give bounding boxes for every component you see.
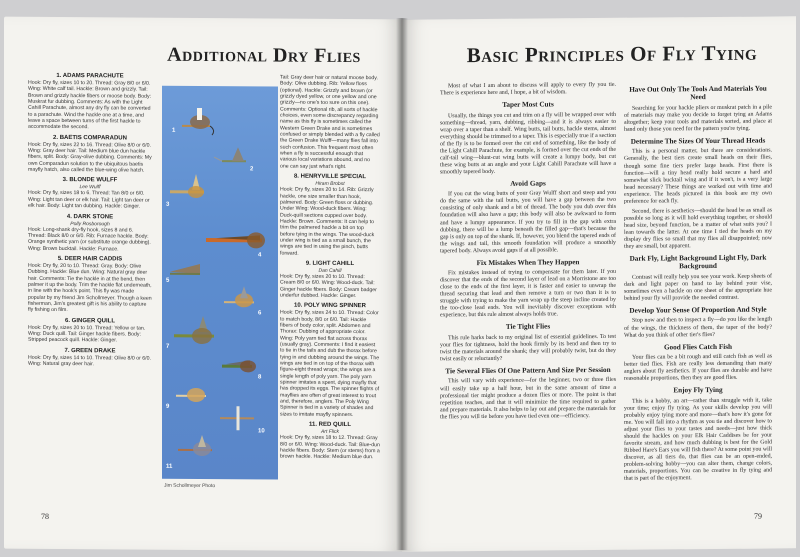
photo-number: 3 (166, 201, 170, 208)
photo-number: 9 (166, 403, 170, 410)
recipe-title: 7. GREEN DRAKE (64, 347, 116, 355)
article-column-1 (440, 82, 616, 424)
recipe-title: 9. LIGHT CAHILL (305, 260, 355, 267)
fly-henryville-special (222, 360, 256, 372)
fly-adams-parachute (182, 108, 214, 135)
recipe-title: 4. DARK STONE (66, 213, 114, 220)
paragraph: Your flies can be a bit rough and still catch fish as well as better tied flies. Fish are really less demanding than many anglers about fly aesthetics. If your flies are durable and have reasonable proportions, then they are good flies. (624, 353, 772, 382)
fly-recipe (28, 73, 152, 132)
recipe-originator: Lee Wulff (79, 184, 101, 191)
photo-number: 2 (250, 166, 254, 173)
recipe-text: Hook: Dry fly, sizes 10 to 20. Thread: Gray 8/0 or 6/0. Wing: White calf tail. Hackle: Brown and grizzly. Tail: Brown and grizzly hackle fibers or moose body. Body: Muskrat fur dubbing. Comments: As with the Light Cahill Parachute, almost any dry fly can be converted to a parachute. Wind the hackle one at a time, and leave a space between turns of the first hackle to accommodate the second. (28, 79, 152, 131)
recipe-title: 1. ADAMS PARACHUTE (56, 72, 124, 80)
recipe-title: 10. POLY WING SPINNER (293, 302, 367, 310)
fly-deer-hair-caddis (170, 264, 200, 274)
recipe-text: Hook: Dry fly, sizes 20 to 10. Thread: Yellow or tan. Wing: Duck quill. Tail: Ginger hackle fibers. Body: Stripped peacock quill. Hackle: Ginger. (28, 324, 146, 344)
open-book (4, 18, 796, 550)
fly-ginger-quill (224, 286, 254, 307)
fly-photo-plate (162, 86, 278, 480)
fly-green-drake (174, 316, 214, 344)
photo-number: 5 (166, 277, 170, 284)
fly-recipe (28, 177, 152, 210)
article-column-2 (624, 80, 772, 485)
photo-number: 4 (258, 252, 262, 259)
photo-number: 11 (166, 463, 173, 470)
recipe-title: 6. GINGER QUILL (64, 317, 115, 325)
paragraph: This will vary with experience—for the beginner, two or three flies will easily take up a half hour, but in the same amount of time a professional tier might produce a dozen flies or more. The point is that repetition teaches, and that it will minimize the time required to gather and prepare materials. It also helps to lay out and prepare the materials for the flies you will tie before you have tied even one—efficiency. (440, 377, 616, 421)
photo-number: 1 (172, 127, 176, 134)
section-heading: Good Flies Catch Fish (663, 342, 733, 352)
paragraph: Searching for your hackle pliers or muskrat patch in a pile of materials may make you decide to forget tying an Adams altogether; keep your tools and materials sorted, and place at hand only those you need for the pattern you're tying. (624, 104, 772, 133)
paragraph: This rule harks back to my original list of essential guidelines. To test your flies for tightness, hold the hook firmly by its bend and then try to twist the materials around the shank; they will probably twist, but do they twist easily or reluctantly? (440, 333, 616, 363)
fly-dark-stone (206, 232, 265, 248)
recipe-text: Hook: Dry fly, sizes 14 to 10. Thread: Olive 8/0 or 6/0. Wing: Natural gray deer hair. (28, 354, 151, 368)
page-number-left: 78 (41, 511, 49, 521)
section-heading: Fix Mistakes When They Happen (476, 257, 580, 267)
paragraph: Contrast will really help you see your work. Keep sheets of dark and light paper on hand to lay behind your vise, sometimes even a hackle on one sheet of the appropriate hue behind your fly will provide the needed contrast. (624, 273, 772, 302)
fly-red-quill (178, 435, 212, 456)
recipe-text: Hook: Dry fly, 20 to 10. Thread: Gray. Body: Olive Dubbing. Hackle: Blue dun. Wing: Natural gray deer hair. Comments: Tie the hackle in at the bend, then palmer it up the body. Trim the hackle flat underneath, in line with the hook's point. This fly was made popular by my friend Jim Schollmeyer. Though a keen fisherman, Jim's greatest gift is his ability to capture fly fishing on film. (28, 262, 152, 314)
fly-recipe (280, 260, 380, 299)
left-page-title: Additional Dry Flies (167, 43, 361, 68)
section-heading: Taper Most Cuts (502, 100, 554, 109)
recipe-originator: Dan Cahill (318, 267, 342, 274)
book-gutter (396, 18, 408, 550)
recipe-title: 3. BLONDE WULFF (62, 177, 118, 184)
recipe-text: Hook: Dry fly, sizes 24 to 10. Thread: Color to match body, 8/0 or 6/0. Tail: Hackle fibers of body color, split. Abdomen and Thorax: Dubbing of appropriate color. Wing: Poly yarn tied flat across thorax (usually gray). Comments: I find it easiest to tie in the tails and dub the thorax before tying in and dubbing around the wings. The wings are tied in on top of the thorax with figure-eight thread wraps; the wings are a single length of poly yarn. The poly yarn spinner imitates a spent, dying mayfly that has dropped its eggs. The spinner flights of mayflies are often of great interest to trout and, therefore, anglers. The Poly Wing Spinner is tied in a variety of shades and sizes to imitate mayfly spinners. (280, 309, 380, 418)
right-page-title: Basic Principles Of Fly Tying (466, 40, 758, 68)
section-heading: Avoid Gaps (510, 179, 546, 188)
recipe-text: Hook: Dry fly, sizes 20 to 14. Rib: Grizzly hackle, one size smaller than hook, palmered. Body: Green floss or dubbing. Under Wing: Wood-duck fibers. Wing: Duck-quill sections cupped over body. Hackle: Brown. Comments: It can help to trim the palmered hackle a bit on top before tying in the wings. The wood-duck under wing is tied as a small bunch, the wings are tied in using the pinch, butts forward. (280, 186, 375, 257)
left-page (4, 17, 402, 552)
fly-recipe (28, 256, 152, 315)
right-page (402, 16, 796, 551)
section-heading: Determine The Sizes Of Your Thread Heads (630, 136, 766, 146)
section-heading: Tie Several Flies Of One Pattern And Size Per Session (445, 365, 611, 376)
fly-poly-wing-spinner (220, 406, 254, 430)
section-heading: Dark Fly, Light Background Light Fly, Dark Background (629, 253, 767, 271)
recipe-text: Tail: Gray deer hair or natural moose body. Body: Olive dubbing. Rib: Yellow floss (optional). Hackle: Grizzly and brown (or grizzly dyed yellow, or one yellow and one grizzly—no one's too sure on this one). Comments: Optional rib, all sorts of hackle choices, even some discrepancy regarding name as this fly is sometimes called the Western Green Drake and is sometimes confused or simply blended with a fly called the Green Drake Wulff—many flies fall into such confusion. This frequent most often when a fly is successful enough that various local variations abound, and no one can say just what's right. (280, 74, 380, 170)
recipe-originator: Art Flick (320, 428, 340, 436)
photo-credit: Jim Schollmeyer Photo (164, 482, 216, 490)
photo-number: 7 (166, 343, 170, 350)
photo-number: 10 (258, 428, 265, 435)
recipe-title: 5. DEER HAIR CADDIS (57, 255, 123, 263)
recipe-text: Hook: Dry fly, sizes 22 to 16. Thread: Olive 8/0 or 6/0. Wing: Gray deer hair. Tail: Medium blue dun hackle fibers, split. Body: Gray-olive dubbing. Comments: My own Comparadun solution to the ubiquitous baetis mayfly hatch, also called the blue-wing olive hatch. (28, 141, 152, 174)
left-column-recipes (28, 73, 152, 372)
fly-blonde-wulff (170, 174, 204, 198)
recipe-text: Hook: Dry fly, sizes 18 to 6. Thread: Tan 8/0 or 6/0. Wing: Light tan deer or elk hair. Tail: Light tan deer or elk hair. Body: Light tan dubbing. Hackle: Ginger. (28, 190, 150, 210)
recipe-originator: Polly Rosborough (70, 220, 110, 227)
paragraph: Stop now and then to inspect a fly—do you like the length of the wings, the thickness of them, the taper of the body? What do you think of other tier's flies? (624, 316, 772, 339)
paragraph: This is a personal matter, but there are considerations. Generally, the best tiers create small heads on their flies, though some fine tiers prefer large heads. First there is function—will a tiny head really hold secure a hard and somewhat slick bucktail wing and if it won't, is a very large head necessary? These things are worked out with time and experience. The heads pictured in this book are my own preference for each fly. (624, 147, 772, 205)
fly-recipe (280, 75, 380, 171)
recipe-text: Hook: Dry fly, sizes 20 to 10. Thread: Cream 8/0 or 6/0. Wing: Wood-duck. Tail: Ginger hackle fibers. Body: Cream badger underfur dubbed. Hackle: Ginger. (280, 273, 377, 300)
fly-recipe (280, 303, 380, 419)
paragraph: Fix mistakes instead of trying to compensate for them later. If you discover that the ends of the second layer of lead on a Morristone are too close to the ends of the first layer, it is faster and easier to unwrap the thread securing that lead and then remove a turn or two than it is to struggle with trying to make the yarn wrap up the steep incline created by the too-close lead ends. You will inevitably discover exceptions with experience, but this rule almost always holds true. (440, 269, 616, 319)
recipe-text: Hook: Dry fly, sizes 18 to 12. Thread: Gray 8/0 or 6/0. Wing: Wood-duck. Tail: Blue-dun hackle fibers. Body: Stem (or stems) from a brown hackle. Hackle: Medium blue dun. (280, 434, 380, 461)
paragraph: Usually, the things you cut and trim on a fly will be wrapped over with something—thread, yarn, dubbing, ribbing—and it is always easier to wrap over a taper than a shelf. Wing butts, tail butts, hackle stems, almost everything should be trimmed to a taper. This is especially true if a section of the fly is to be formed over the cut end of something, like the body of the Light Cahill Parachute, for example, is formed over the cut ends of the calf-tail wing—blunt-cut wing butts will create a lumpy body, but cut these wing butts at an angle and your Light Cahill Parachute will have a smoothly tapered body. (440, 111, 616, 176)
paragraph: This is a hobby, an art—rather than struggle with it, take your time; enjoy fly tying. As your skills develop you will probably enjoy tying more and more—that's how it's gone for me. You will fall into a rhythm as you tie and discover how to adjust your flies to your tastes and needs—just how thick should the hackles on your Elk Hair Caddises be for your favorite stream, and how much dubbing is best for the Gold Ribbed Hare's Ears you will fish there? At some point you will discover, as all tiers do, that flies can be an open-ended, problem-solving hobby—you can alter them, change colors, materials, proportions. You can be creative in fly tying and that is part of the enjoyment. (624, 397, 772, 482)
photo-number: 8 (258, 374, 262, 381)
recipe-title: 8. HENRYVILLE SPECIAL (293, 173, 367, 181)
flies-illustration (162, 86, 278, 480)
section-heading: Tie Tight Flies (505, 322, 551, 332)
paragraph: Most of what I am about to discuss will apply to every fly you tie. There is experience here and, I hope, a bit of wisdom. (440, 81, 616, 97)
fly-recipe (28, 135, 152, 175)
fly-recipe (28, 317, 152, 344)
paragraph: Second, there is aesthetics—should the head be as small as possible so long as it will hold everything together, or should head size, beyond function, be a matter of what suits you? I lean towards the latter. At one time I tied the heads on my display dry flies so small that my flies all disappointed; now they are small, but apparent. (624, 207, 772, 250)
fly-recipe (28, 213, 152, 252)
fly-recipe (280, 174, 380, 257)
fly-recipe (28, 347, 152, 368)
fly-recipe (280, 422, 380, 461)
fly-light-cahill (176, 388, 206, 402)
recipe-title: 2. BAETIS COMPARADUN (53, 134, 127, 142)
right-column-recipes (280, 75, 380, 465)
recipe-title: 11. RED QUILL (308, 421, 351, 429)
recipe-text: Hook: Long-shank dry-fly hook, sizes 8 and 6. Thread: Black 8/0 or 6/0. Rib: Furnace hackle. Body: Orange synthetic yarn (or substitute orange dubbing). Wing: Brown bucktail. Hackle: Furnace. (28, 226, 151, 252)
fly-baetis-comparadun (214, 147, 246, 161)
section-heading: Enjoy Fly Tying (673, 386, 723, 395)
recipe-originator: Hiram Brobst (315, 180, 345, 188)
paragraph: If you cut the wing butts of your Gray Wulff short and steep and you do the same with the tail butts, you will have a gap between the two consisting of only shank and a bit of thread. The body you dub over this foundation will also have a gap; this body will also be awkward to form and have a lumpy appearance. If you try to fill in the gap with extra dubbing, there will be a lump beneath the filled gap—that's because the gap is only on top of the shank. If, however, you blend the tapered ends of the wings and tail, this smooth foundation will produce a smoothly tapered body. Always avoid gaps if at all possible. (440, 190, 616, 255)
section-heading: Have Out Only The Tools And Materials You Need (629, 84, 767, 102)
page-number-right: 79 (754, 511, 762, 521)
photo-number: 6 (258, 310, 262, 317)
section-heading: Develop Your Sense Of Proportion And Style (629, 305, 767, 315)
